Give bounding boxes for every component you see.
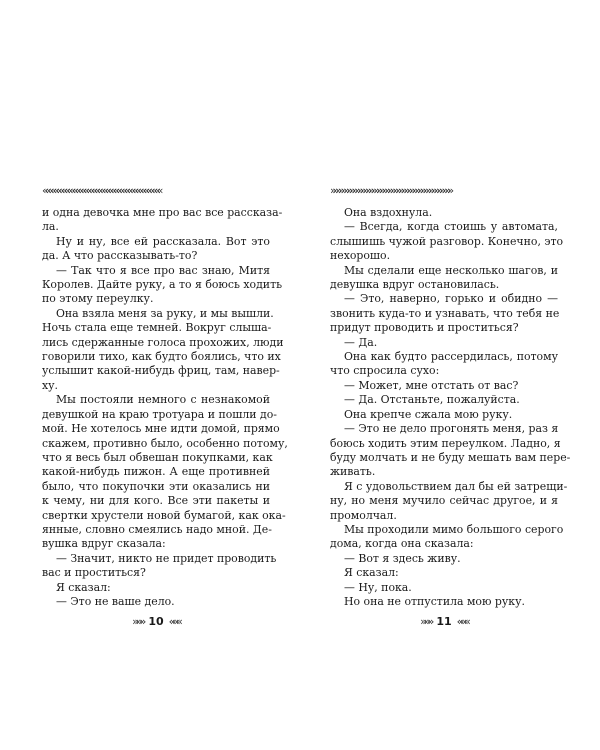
text-line: ну, но меня мучило сейчас другое, и я xyxy=(330,494,558,508)
text-line: Я сказал: xyxy=(344,566,399,580)
text-line: девушкой на краю тротуара и пошли до- xyxy=(42,407,277,421)
text-line: Мы постояли немного с незнакомой xyxy=(56,393,270,407)
text-line: — Да. Отстаньте, пожалуйста. xyxy=(344,393,520,407)
text-line: дома, когда она сказала: xyxy=(330,537,474,551)
text-line: — Ну, пока. xyxy=(344,580,412,594)
right-page-footer xyxy=(330,615,558,629)
right-page-text xyxy=(330,206,571,609)
text-line: по этому переулку. xyxy=(42,292,154,306)
text-line: Ну и ну, все ей рассказала. Вот это xyxy=(56,234,270,248)
text-line: Королев. Дайте руку, а то я боюсь ходить xyxy=(42,278,283,292)
text-line: мой. Не хотелось мне идти домой, прямо xyxy=(42,422,280,436)
page-number: 11 xyxy=(436,615,452,629)
text-line: — Так что я все про вас знаю, Митя xyxy=(56,263,270,277)
text-line: Мы сделали еще несколько шагов, и xyxy=(344,263,558,277)
text-line: да. А что рассказывать-то? xyxy=(42,249,198,263)
text-line: нехорошо. xyxy=(330,249,391,263)
text-line: и одна девочка мне про вас все рассказа- xyxy=(42,206,283,219)
text-line: что спросила сухо: xyxy=(330,364,440,378)
text-line: Она крепче сжала мою руку. xyxy=(344,407,513,421)
text-line: придут проводить и проститься? xyxy=(330,321,519,335)
text-line: — Это не дело прогонять меня, раз я xyxy=(344,422,559,436)
text-line: — Может, мне отстать от вас? xyxy=(344,378,519,392)
text-line: — Это, наверно, горько и обидно — xyxy=(344,292,558,306)
text-line: боюсь ходить этим переулком. Ладно, я xyxy=(330,436,561,450)
text-line: к чему, ни для кого. Все эти пакеты и xyxy=(42,494,270,508)
footer-arrows-right: ««« xyxy=(168,615,180,629)
text-line: — Значит, никто не придет проводить xyxy=(56,551,277,565)
text-line: ла. xyxy=(42,220,59,234)
left-page-footer xyxy=(42,615,270,629)
text-line: — Вот я здесь живу. xyxy=(344,551,461,565)
page-number: 10 xyxy=(148,615,164,629)
text-line: Я сказал: xyxy=(56,580,111,594)
text-line: слышишь чужой разговор. Конечно, это xyxy=(330,234,564,248)
text-line: ху. xyxy=(42,378,59,392)
text-line: что я весь был обвешан покупками, как xyxy=(42,450,273,464)
text-line: Она как будто рассердилась, потому xyxy=(344,350,558,364)
text-line: Я с удовольствием дал бы ей затрещи- xyxy=(344,479,568,493)
text-line: промолчал. xyxy=(330,508,397,522)
text-line: вушка вдруг сказала: xyxy=(42,537,166,551)
text-line: лись сдержанные голоса прохожих, люди xyxy=(42,335,284,349)
text-line: вас и проститься? xyxy=(42,566,146,580)
left-page-text xyxy=(42,206,288,609)
text-line: говорили тихо, как будто боялись, что их xyxy=(42,350,281,364)
text-line: буду молчать и не буду мешать вам пере- xyxy=(330,450,571,464)
text-line: девушка вдруг остановилась. xyxy=(330,278,500,292)
text-line: свертки хрустели новой бумагой, как ока- xyxy=(42,508,286,522)
text-line: Но она не отпустила мою руку. xyxy=(344,594,525,608)
top-ornament-left: ««««««««««««««««««««««««««««««««««««««««««« xyxy=(42,185,160,197)
text-line: было, что покупочки эти оказались ни xyxy=(42,479,270,493)
text-line: Ночь стала еще темней. Вокруг слыша- xyxy=(42,321,272,335)
text-line: живать. xyxy=(330,465,376,479)
text-line: скажем, противно было, особенно потому, xyxy=(42,436,288,450)
top-ornament-right: »»»»»»»»»»»»»»»»»»»»»»»»»»»»»»»»»»»»»»»»»»»» xyxy=(330,185,451,197)
text-line: янные, словно смеялись надо мной. Де- xyxy=(42,522,272,536)
footer-arrows-right: ««« xyxy=(456,615,468,629)
text-line: Мы проходили мимо большого серого xyxy=(344,522,564,536)
text-line: — Да. xyxy=(344,335,378,349)
text-line: — Это не ваше дело. xyxy=(56,594,175,608)
text-line: какой-нибудь пижон. А еще противней xyxy=(42,465,270,479)
text-line: — Всегда, когда стоишь у автомата, xyxy=(344,220,558,234)
text-line: Она взяла меня за руку, и мы вышли. xyxy=(56,306,274,320)
text-line: Она вздохнула. xyxy=(344,206,433,219)
footer-arrows-left: »»» xyxy=(420,615,432,629)
text-line: звонить куда-то и узнавать, что тебя не xyxy=(330,306,560,320)
text-line: услышит какой-нибудь фриц, там, навер- xyxy=(42,364,280,378)
footer-arrows-left: »»» xyxy=(132,615,144,629)
